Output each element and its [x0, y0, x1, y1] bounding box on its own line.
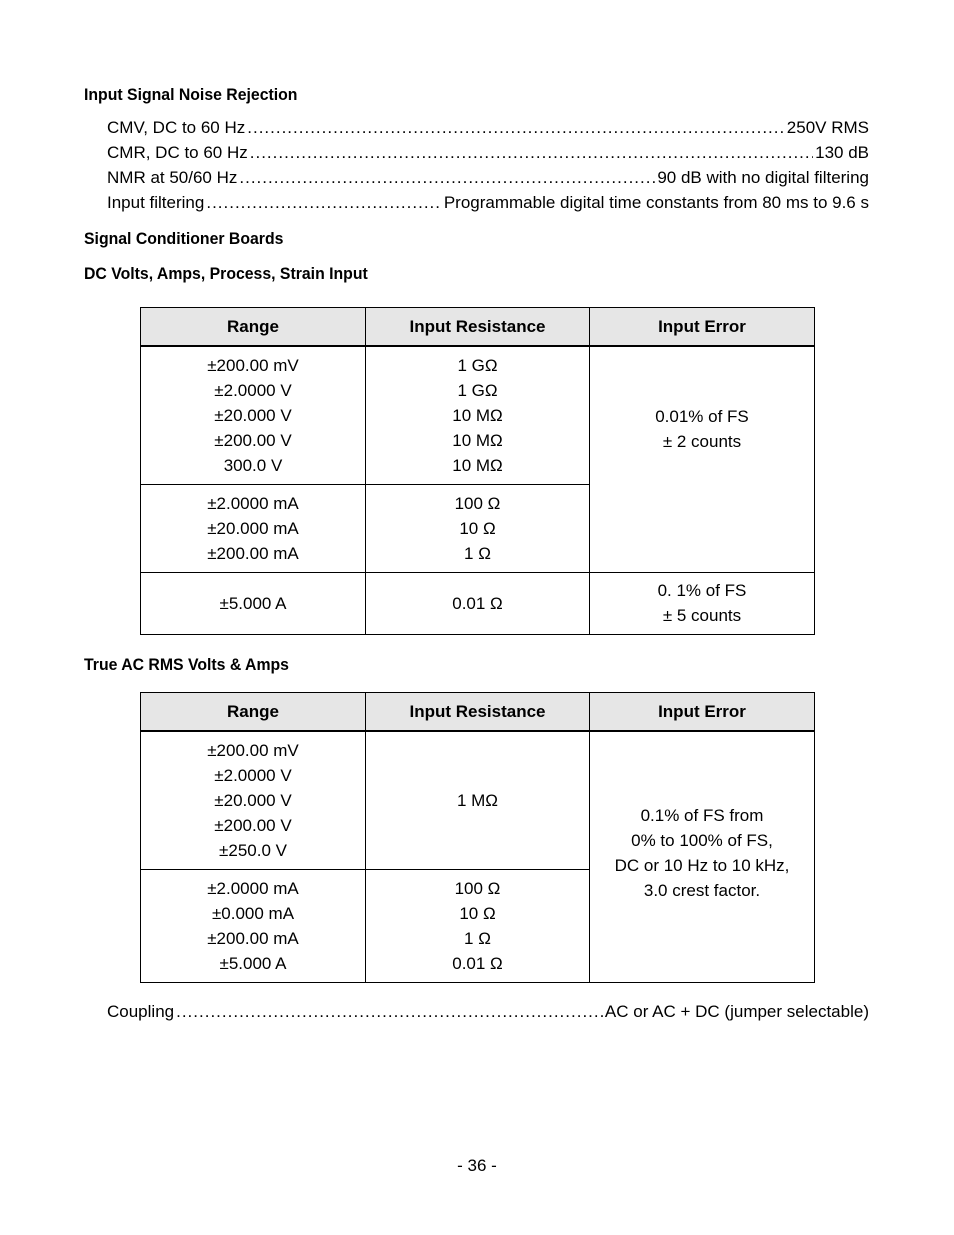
error-value: 0.01% of FS: [655, 407, 749, 426]
resistance-value: 10 MΩ: [452, 430, 503, 450]
spec-label: CMV, DC to 60 Hz: [107, 118, 246, 137]
dot-leader: [250, 143, 813, 163]
column-header-input-resistance: Input Resistance: [366, 693, 590, 732]
spec-line-input-filtering: [107, 193, 869, 218]
range-cell: [141, 346, 366, 484]
heading-noise-rejection: Input Signal Noise Rejection: [84, 85, 298, 104]
column-header-range: Range: [141, 308, 366, 347]
error-value: DC or 10 Hz to 10 kHz,: [614, 856, 790, 875]
table-row: [141, 346, 815, 484]
heading-signal-conditioner-boards: Signal Conditioner Boards: [84, 229, 284, 248]
spec-label: Input filtering: [107, 193, 205, 212]
spec-label: Coupling: [107, 1002, 175, 1021]
table-header-row: [141, 308, 815, 347]
dot-leader: [247, 118, 785, 138]
spec-line-nmr: [107, 168, 869, 193]
range-value: ±200.00 mV: [207, 355, 299, 375]
dc-spec-table: [140, 307, 815, 635]
range-value: ±200.00 mV: [207, 740, 299, 760]
table-row: [141, 731, 815, 869]
range-value: ±2.0000 V: [214, 380, 292, 400]
spec-value: AC or AC + DC (jumper selectable): [604, 1002, 869, 1021]
resistance-cell: [366, 869, 590, 982]
resistance-value: 0.01 Ω: [452, 953, 503, 973]
error-value: ± 2 counts: [662, 432, 742, 451]
dot-leader: [239, 168, 655, 188]
range-value: ±2.0000 mA: [207, 878, 299, 898]
error-value: 0.1% of FS from: [640, 806, 764, 825]
resistance-value: 100 Ω: [454, 493, 501, 513]
error-value: 3.0 crest factor.: [643, 881, 761, 900]
spec-label: NMR at 50/60 Hz: [107, 168, 238, 187]
range-value: ±200.00 V: [214, 430, 292, 450]
range-value: ±200.00 mA: [207, 928, 299, 948]
resistance-value: 10 MΩ: [452, 405, 503, 425]
resistance-value: 10 Ω: [459, 518, 496, 538]
resistance-cell: [366, 731, 590, 869]
error-value: 0. 1% of FS: [657, 581, 747, 600]
spec-line-cmr: [107, 143, 869, 168]
heading-ac-rms: True AC RMS Volts & Amps: [84, 655, 289, 674]
range-value: ±20.000 mA: [207, 518, 299, 538]
page-number: - 36 -: [457, 1156, 497, 1175]
spec-line-cmv: [107, 118, 869, 143]
range-value: ±5.000 A: [219, 593, 287, 613]
table-row: [141, 572, 815, 634]
spec-value: 130 dB: [815, 143, 869, 162]
spec-value: 250V RMS: [786, 118, 869, 137]
range-value: ±0.000 mA: [211, 903, 295, 923]
range-value: ±20.000 V: [214, 405, 292, 425]
range-value: 300.0 V: [223, 455, 283, 475]
dot-leader: [176, 1002, 603, 1022]
column-header-input-error: Input Error: [590, 693, 815, 732]
spec-line-coupling: [107, 1002, 869, 1027]
range-value: ±200.00 V: [214, 815, 292, 835]
ac-spec-table: [140, 692, 815, 983]
column-header-input-resistance: Input Resistance: [366, 308, 590, 347]
range-cell: [141, 731, 366, 869]
column-header-range: Range: [141, 693, 366, 732]
range-value: ±5.000 A: [219, 953, 287, 973]
resistance-value: 1 Ω: [464, 928, 491, 948]
resistance-value: 10 MΩ: [452, 455, 503, 475]
range-value: ±2.0000 V: [214, 765, 292, 785]
resistance-value: 1 GΩ: [457, 380, 498, 400]
range-value: ±2.0000 mA: [207, 493, 299, 513]
range-cell: [141, 869, 366, 982]
spec-label: CMR, DC to 60 Hz: [107, 143, 248, 162]
spec-value: Programmable digital time constants from 80 ms to 9.6 s: [443, 193, 869, 212]
resistance-value: 1 GΩ: [457, 355, 498, 375]
range-value: ±250.0 V: [219, 840, 287, 860]
resistance-cell: [366, 572, 590, 634]
table-header-row: [141, 693, 815, 732]
spec-value: 90 dB with no digital filtering: [657, 168, 869, 187]
resistance-value: 100 Ω: [454, 878, 501, 898]
resistance-cell: [366, 346, 590, 484]
range-value: ±20.000 V: [214, 790, 292, 810]
range-cell: [141, 484, 366, 572]
resistance-value: 10 Ω: [459, 903, 496, 923]
dot-leader: [206, 193, 441, 213]
range-cell: [141, 572, 366, 634]
resistance-value: 1 Ω: [464, 543, 491, 563]
error-cell: [590, 731, 815, 982]
range-value: ±200.00 mA: [207, 543, 299, 563]
resistance-cell: [366, 484, 590, 572]
resistance-value: 1 MΩ: [456, 790, 499, 810]
error-value: ± 5 counts: [662, 606, 742, 625]
resistance-value: 0.01 Ω: [452, 593, 503, 613]
column-header-input-error: Input Error: [590, 308, 815, 347]
error-cell: [590, 346, 815, 572]
error-cell: [590, 572, 815, 634]
heading-dc-input: DC Volts, Amps, Process, Strain Input: [84, 264, 368, 283]
error-value: 0% to 100% of FS,: [631, 831, 773, 850]
